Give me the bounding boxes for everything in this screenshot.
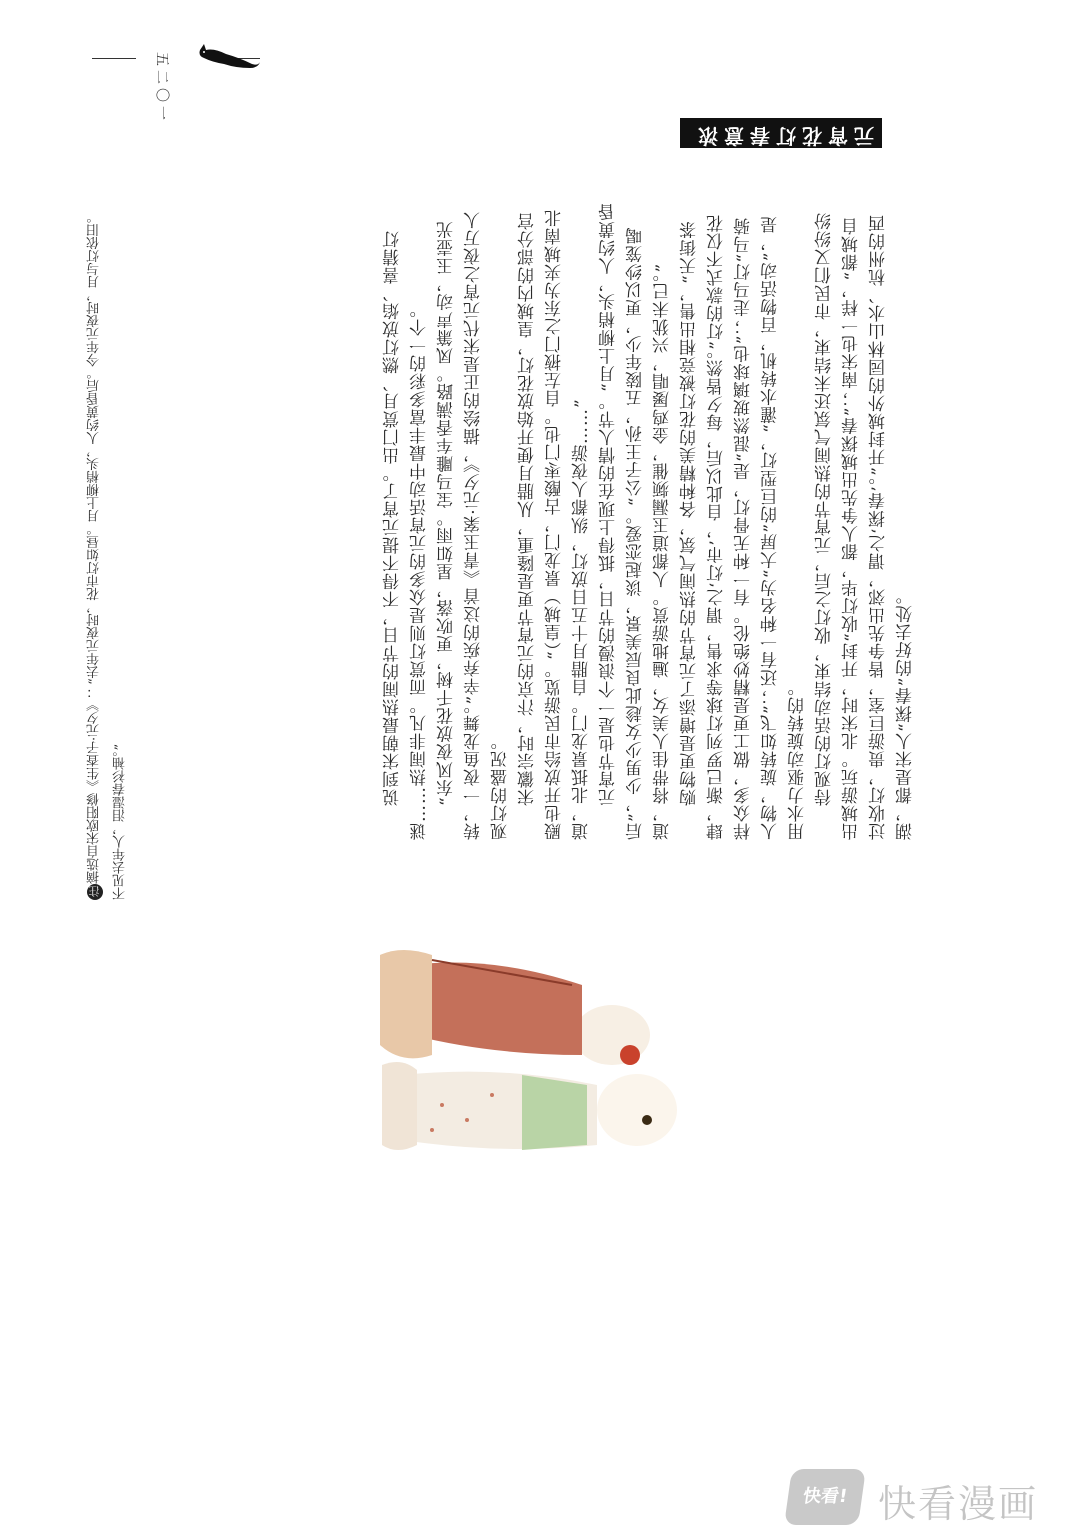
divider-line: [92, 58, 136, 59]
article-body: [380, 200, 916, 840]
footnote: [82, 210, 142, 900]
watermark: [788, 1465, 1068, 1529]
watermark-text: 快看漫画: [878, 1482, 1039, 1526]
paragraph: 宋徽宗时，汴京的元宵节更是隆重，从腊月便开始放花灯，皇城内的部分宫殿也开放给市民游览。“（皇城）景龙门，古酸枣门也。自左掖门之东为夹城南北道，北抵景龙门。自腊月十五日放灯，纵都人夜游……”: [518, 208, 592, 840]
watermark-logo: 快看!: [784, 1469, 866, 1525]
paragraph: 待观灯的活动结束，收灯之后，元宵节的热闹气氛还未结束，市民们又纷纷出城游玩。北宋时，开封“收灯毕，都人争先出城探春”；南宋也一样，“都城自过收灯，贵游巨室，皆争先出郊，谓之‘探春’。”开封城外的园林山水、杭州的西湖，都是宋人“探春”的好去处。: [815, 212, 916, 840]
page-number-text: 一〇二五: [154, 50, 170, 120]
paragraph: 购物更是增添了元宵节的热闹气氛，各种精美的花灯被竞相出售，“天街茶肆，渐已罗列灯球等求售，谓之‘灯市’，自此以后，每夕皆然。”灯的款式不仅花样众多，做工更是精妙绝伦。有一种无骨灯，是“混然玻璃球也”；走马灯“马骑人物，旋转如飞”；还有一种名为“大屏”的巨型灯，“灌水转机，百物活动”，是用水力驱动旋转的。: [680, 214, 808, 840]
two-cats-in-hanfu-illustration: [372, 945, 694, 1175]
footnote-mark: 注: [87, 884, 103, 900]
paragraph: “东风夜放花千树，更吹落，星如雨。宝马雕车香满路。凤箫声动，玉壶光转，一夜鱼龙舞。”辛弃疾的这首《青玉案·元夕》，描绘的正是宋代元宵之夜万人观灯的盛况。: [437, 210, 511, 840]
footnote-text: 摘选自宋欧阳修《生查子·元夕》：“去年元夜时，花市灯如昼。月上柳梢头，人约黄昏后。今年元夜时，月与灯依旧。不见去年人，泪湿春衫袖。”: [87, 210, 128, 900]
paragraph: 说到宋朝最热闹的节日，不得不提元宵了。出门赏月、燃灯放焰、喜猜灯谜……热闹非凡。而赏灯则是众多的元宵活动中最丰富多彩的一个。: [383, 230, 430, 840]
black-cat-icon: [192, 40, 262, 72]
section-title: [680, 118, 882, 148]
paragraph: 元宵节也是一个浪漫的节日，抵得上现在的情人节。“月上柳梢头，人约黄昏后”，少男少女趁此良辰美景，谈起恋爱。“公子王孙，五陵年少，更以纱笼喝道，将带佳人美女，遍地游赏。人都道玉漏频催，金鸡屡唱，兴犹未已。”: [599, 202, 673, 840]
section-title-text: 元宵花灯春意浓: [692, 124, 874, 148]
